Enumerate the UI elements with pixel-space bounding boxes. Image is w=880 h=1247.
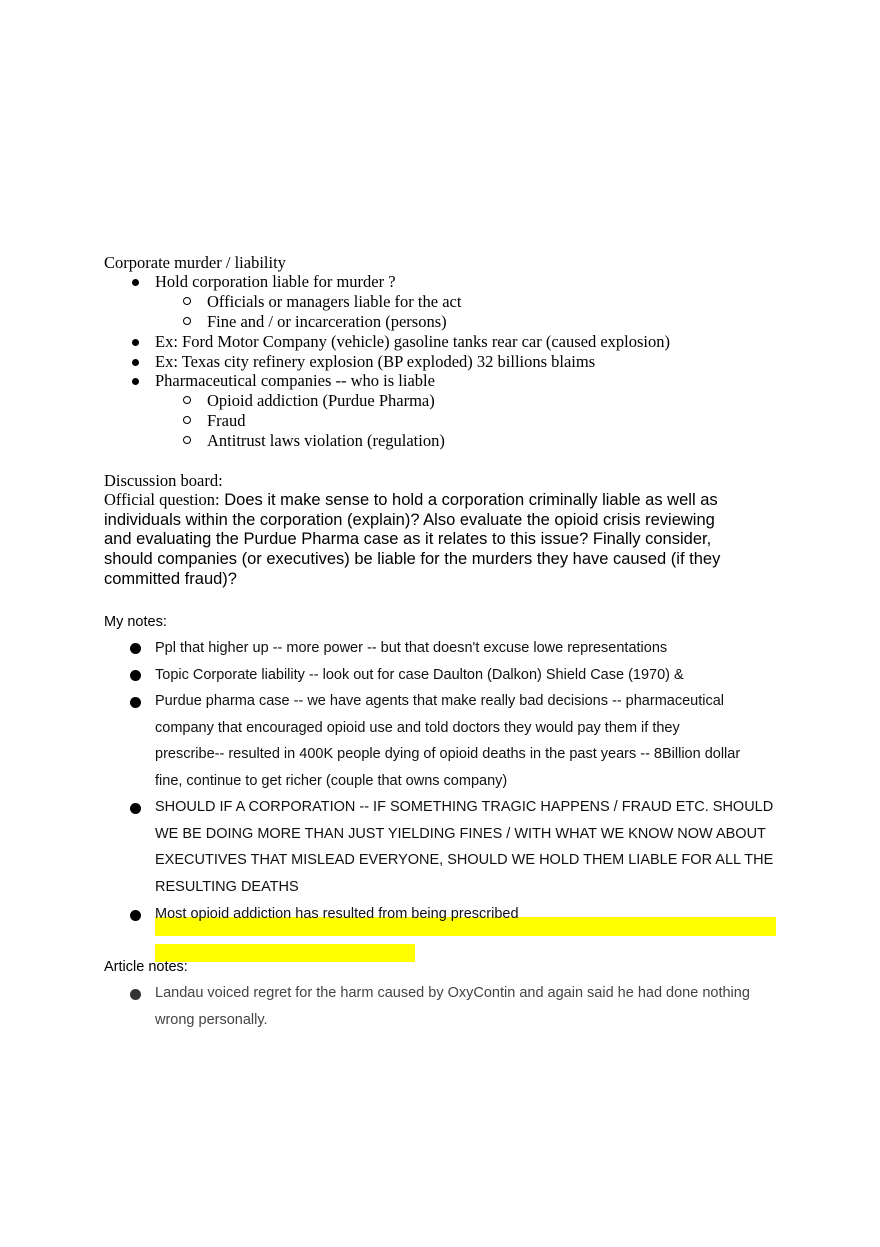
note-item-highlighted: Most opioid addiction has resulted from being prescribed (155, 906, 519, 922)
bullet-icon (130, 697, 141, 708)
list-item: Pharmaceutical companies -- who is liable (155, 371, 435, 390)
sub-list-item: Opioid addiction (Purdue Pharma) (207, 391, 435, 410)
article-notes-title: Article notes: (104, 959, 188, 975)
sub-list-item: Officials or managers liable for the act (207, 292, 462, 311)
bullet-icon (132, 359, 139, 366)
bullet-icon (130, 989, 141, 1000)
list-item: Ex: Ford Motor Company (vehicle) gasoline tanks rear car (caused explosion) (155, 332, 671, 351)
my-notes-title: My notes: (104, 614, 167, 630)
discussion-question-line (104, 490, 718, 510)
note-item-continued: company that encouraged opioid use and told doctors they would pay them if they (155, 720, 680, 736)
note-item: SHOULD IF A CORPORATION -- IF SOMETHING TRAGIC HAPPENS / FRAUD ETC. SHOULD (155, 799, 774, 815)
bullet-icon (130, 803, 141, 814)
bullet-icon (132, 339, 139, 346)
note-item: Purdue pharma case -- we have agents that make really bad decisions -- pharmaceutical (155, 693, 725, 709)
sub-bullet-icon (183, 297, 191, 305)
bullet-icon (132, 378, 139, 385)
section-title-corporate-murder: Corporate murder / liability (104, 253, 286, 272)
article-note-item-continued: wrong personally. (155, 1012, 268, 1028)
sub-list-item: Antitrust laws violation (regulation) (207, 431, 445, 450)
sub-bullet-icon (183, 416, 191, 424)
note-item-continued: WE BE DOING MORE THAN JUST YIELDING FINES / WITH WHAT WE KNOW NOW ABOUT (155, 826, 766, 842)
note-item-continued: RESULTING DEATHS (155, 879, 299, 895)
list-item: Ex: Texas city refinery explosion (BP exploded) 32 billions blaims (155, 352, 596, 371)
bullet-icon (130, 910, 141, 921)
bullet-icon (132, 279, 139, 286)
question-text: and evaluating the Purdue Pharma case as it relates to this issue? Finally consider, (104, 530, 712, 548)
question-label: Official question: (104, 490, 220, 509)
question-text: Does it make sense to hold a corporation criminally liable as well as (219, 491, 718, 509)
question-text: committed fraud)? (104, 570, 237, 588)
question-text: should companies (or executives) be liable for the murders they have caused (if they (104, 550, 721, 568)
sub-list-item: Fine and / or incarceration (persons) (207, 312, 447, 331)
note-item-continued: prescribe-- resulted in 400K people dying of opioid deaths in the past years -- 8Billion dollar (155, 746, 741, 762)
sub-bullet-icon (183, 436, 191, 444)
bullet-icon (130, 670, 141, 681)
sub-list-item: Fraud (207, 411, 246, 430)
list-item: Hold corporation liable for murder ? (155, 272, 396, 291)
article-note-item: Landau voiced regret for the harm caused by OxyContin and again said he had done nothing (155, 985, 750, 1001)
note-item: Topic Corporate liability -- look out for case Daulton (Dalkon) Shield Case (1970) & (155, 667, 684, 683)
question-text: individuals within the corporation (explain)? Also evaluate the opioid crisis reviewing (104, 511, 715, 529)
note-item: Ppl that higher up -- more power -- but that doesn't excuse lowe representations (155, 640, 668, 656)
bullet-icon (130, 643, 141, 654)
sub-bullet-icon (183, 396, 191, 404)
sub-bullet-icon (183, 317, 191, 325)
note-item-continued: fine, continue to get richer (couple that owns company) (155, 773, 508, 789)
note-item-continued: EXECUTIVES THAT MISLEAD EVERYONE, SHOULD WE HOLD THEM LIABLE FOR ALL THE (155, 852, 774, 868)
text-highlight (155, 944, 415, 962)
discussion-title: Discussion board: (104, 471, 223, 490)
